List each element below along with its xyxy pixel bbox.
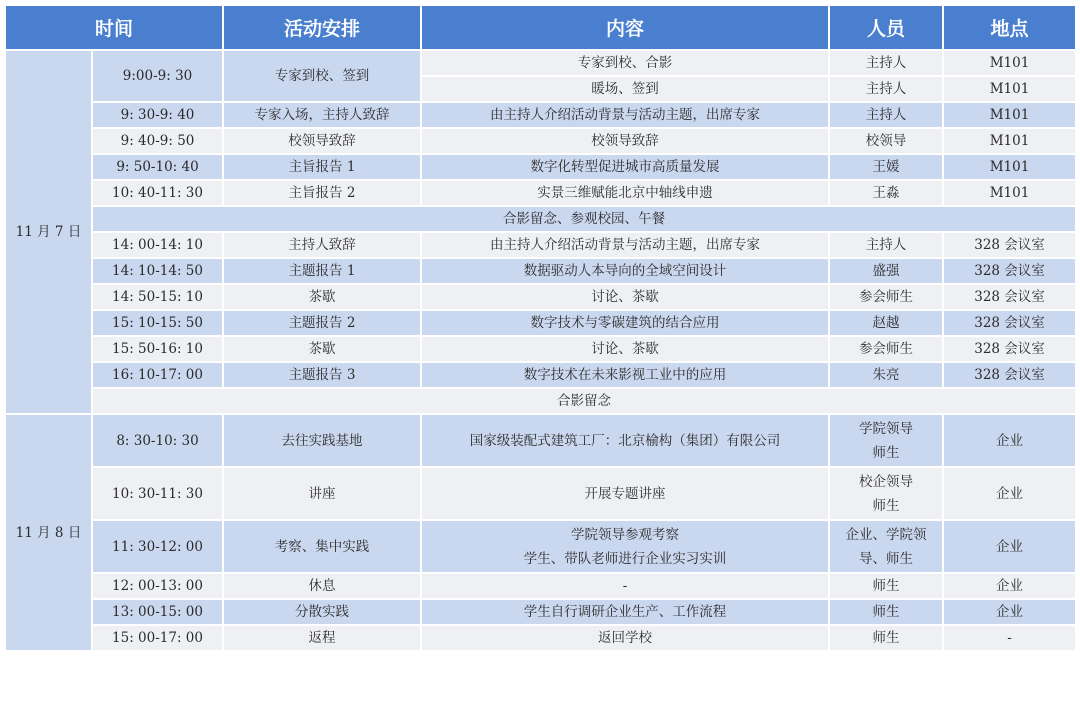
content-line: 学院领导参观考察 [571,526,680,543]
person-cell: 师生 [829,625,943,651]
table-row [5,232,1076,258]
person-line: 师生 [872,444,900,461]
content-cell: 数据驱动人本导向的全域空间设计 [421,258,829,284]
content-line: 学生、带队老师进行企业实习实训 [523,550,727,567]
place-cell: 企业 [943,467,1076,520]
person-cell: 师生 [829,599,943,625]
place-cell: M101 [943,50,1076,76]
time-cell: 9: 40-9: 50 [92,128,223,154]
activity-cell: 返程 [223,625,421,651]
table-row [5,388,1076,414]
person-line: 学院领导 [859,420,914,437]
place-cell: 企业 [943,599,1076,625]
table-row [5,50,1076,76]
table-row [5,310,1076,336]
place-cell: 328 会议室 [943,310,1076,336]
time-cell: 15: 10-15: 50 [92,310,223,336]
date-cell-day1: 11 月 7 日 [5,50,92,414]
content-cell: 返回学校 [421,625,829,651]
table-row [5,206,1076,232]
content-cell: 讨论、茶歇 [421,284,829,310]
activity-cell: 讲座 [223,467,421,520]
content-cell: 数字化转型促进城市高质量发展 [421,154,829,180]
schedule-table [4,4,1077,652]
table-row [5,258,1076,284]
activity-cell: 专家到校、签到 [223,50,421,102]
table-row [5,362,1076,388]
content-cell: 数字技术与零碳建筑的结合应用 [421,310,829,336]
content-cell: 由主持人介绍活动背景与活动主题，出席专家 [421,232,829,258]
time-cell: 11: 30-12: 00 [92,520,223,573]
table-row [5,467,1076,520]
content-cell: 讨论、茶歇 [421,336,829,362]
header-time: 时间 [5,5,223,50]
header-person: 人员 [829,5,943,50]
place-cell: 企业 [943,414,1076,467]
place-cell: 328 会议室 [943,336,1076,362]
table-row [5,414,1076,467]
content-cell: 实景三维赋能北京中轴线申遗 [421,180,829,206]
table-row [5,599,1076,625]
person-cell: 参会师生 [829,336,943,362]
lunch-break-row: 合影留念、参观校园、午餐 [92,206,1076,232]
person-line: 导、师生 [859,550,914,567]
time-cell: 14: 00-14: 10 [92,232,223,258]
activity-cell: 休息 [223,573,421,599]
activity-cell: 专家入场，主持人致辞 [223,102,421,128]
activity-cell: 校领导致辞 [223,128,421,154]
person-line: 师生 [872,497,900,514]
table-row [5,284,1076,310]
activity-cell: 考察、集中实践 [223,520,421,573]
person-cell: 赵越 [829,310,943,336]
time-cell: 14: 10-14: 50 [92,258,223,284]
header-row [5,5,1076,50]
place-cell: M101 [943,102,1076,128]
place-cell: 328 会议室 [943,362,1076,388]
person-cell: 主持人 [829,50,943,76]
person-cell: 师生 [829,573,943,599]
person-line: 企业、学院领 [845,526,927,543]
table-row [5,520,1076,573]
place-cell: 企业 [943,520,1076,573]
person-cell: 参会师生 [829,284,943,310]
person-cell: 朱亮 [829,362,943,388]
person-line: 校企领导 [859,473,914,490]
time-cell: 12: 00-13: 00 [92,573,223,599]
content-cell [421,520,829,573]
person-cell [829,520,943,573]
place-cell: M101 [943,76,1076,102]
person-cell: 盛强 [829,258,943,284]
activity-cell: 主题报告 3 [223,362,421,388]
table-row [5,180,1076,206]
table-row [5,336,1076,362]
content-cell: 校领导致辞 [421,128,829,154]
place-cell: M101 [943,128,1076,154]
content-cell: 开展专题讲座 [421,467,829,520]
time-cell: 16: 10-17: 00 [92,362,223,388]
activity-cell: 主题报告 2 [223,310,421,336]
time-cell: 9:00-9: 30 [92,50,223,102]
table-row [5,573,1076,599]
time-cell: 8: 30-10: 30 [92,414,223,467]
person-cell [829,414,943,467]
time-cell: 10: 40-11: 30 [92,180,223,206]
place-cell: M101 [943,154,1076,180]
date-cell-day2: 11 月 8 日 [5,414,92,651]
person-cell: 主持人 [829,102,943,128]
person-cell: 主持人 [829,76,943,102]
place-cell: - [943,625,1076,651]
place-cell: 328 会议室 [943,232,1076,258]
place-cell: 328 会议室 [943,284,1076,310]
time-cell: 14: 50-15: 10 [92,284,223,310]
activity-cell: 主旨报告 1 [223,154,421,180]
activity-cell: 主持人致辞 [223,232,421,258]
time-cell: 15: 50-16: 10 [92,336,223,362]
time-cell: 13: 00-15: 00 [92,599,223,625]
activity-cell: 主题报告 1 [223,258,421,284]
activity-cell: 主旨报告 2 [223,180,421,206]
table-row [5,102,1076,128]
person-cell: 王媛 [829,154,943,180]
header-place: 地点 [943,5,1076,50]
person-cell: 王淼 [829,180,943,206]
table-row [5,154,1076,180]
group-photo-row: 合影留念 [92,388,1076,414]
content-cell: 国家级装配式建筑工厂：北京榆构（集团）有限公司 [421,414,829,467]
table-row [5,128,1076,154]
place-cell: 企业 [943,573,1076,599]
person-cell [829,467,943,520]
content-cell: 暖场、签到 [421,76,829,102]
time-cell: 15: 00-17: 00 [92,625,223,651]
content-cell: 由主持人介绍活动背景与活动主题，出席专家 [421,102,829,128]
content-cell: 专家到校、合影 [421,50,829,76]
content-cell: 数字技术在未来影视工业中的应用 [421,362,829,388]
activity-cell: 去往实践基地 [223,414,421,467]
place-cell: M101 [943,180,1076,206]
activity-cell: 茶歇 [223,336,421,362]
content-cell: 学生自行调研企业生产、工作流程 [421,599,829,625]
time-cell: 10: 30-11: 30 [92,467,223,520]
time-cell: 9: 30-9: 40 [92,102,223,128]
person-cell: 校领导 [829,128,943,154]
activity-cell: 茶歇 [223,284,421,310]
time-cell: 9: 50-10: 40 [92,154,223,180]
table-row [5,625,1076,651]
activity-cell: 分散实践 [223,599,421,625]
place-cell: 328 会议室 [943,258,1076,284]
header-activity: 活动安排 [223,5,421,50]
content-cell: - [421,573,829,599]
header-content: 内容 [421,5,829,50]
person-cell: 主持人 [829,232,943,258]
